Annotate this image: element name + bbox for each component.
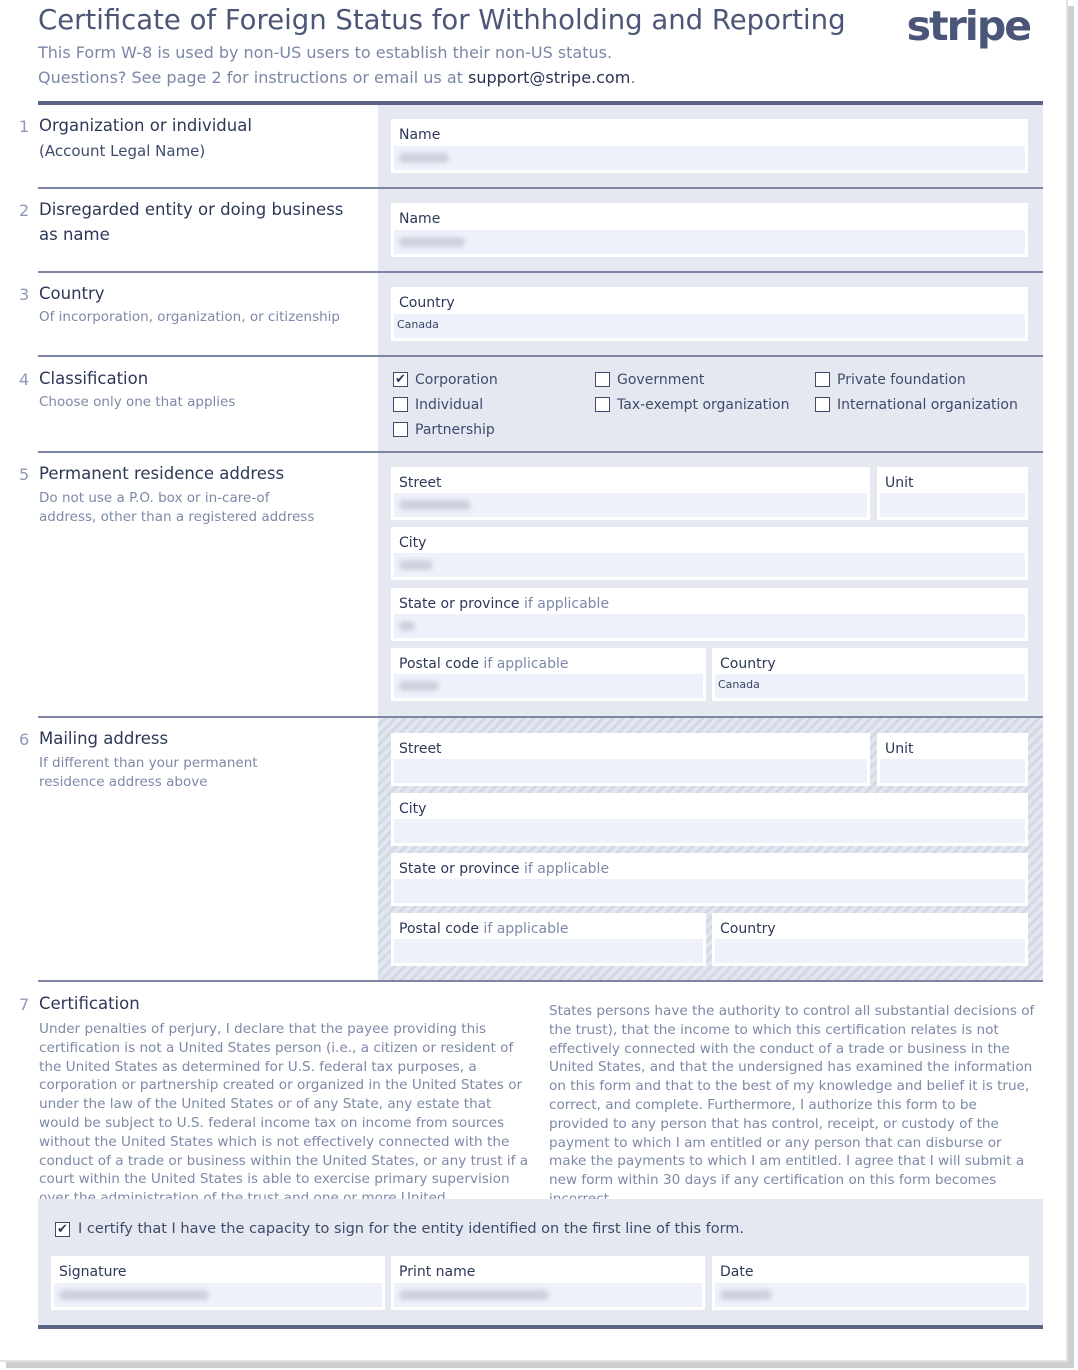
residence-city-input[interactable] [394, 553, 1025, 577]
redacted-value [720, 1290, 772, 1300]
mailing-unit-input[interactable] [880, 759, 1025, 783]
residence-country-field[interactable] [712, 648, 1028, 701]
stripe-logo: stripe [906, 2, 1030, 50]
country-input[interactable]: Canada [394, 314, 1025, 338]
partnership-checkbox[interactable] [393, 422, 408, 437]
redacted-value [399, 237, 465, 247]
mailing-city-field[interactable] [391, 793, 1028, 846]
certification-text-col1: Under penalties of perjury, I declare that the payee providing this certification is not a United States person (i.e., a citizen or resident of the United States as determined for U.S. federal tax purposes, a corporation or partnership created or organized in the United States or under the law of the United States or of any State, any estate that would be subject to U.S. federal income tax on income from sources without the United States which is not effectively connected with the conduct of a trade or business within the United States, or any trust if a court within the United States is able to exercise primary supervision [39, 1021, 529, 1188]
section-number: 4 [19, 370, 30, 389]
state-label: State or province if applicable [399, 861, 610, 877]
residence-postal-input[interactable] [394, 674, 703, 698]
country-label: Country [720, 921, 776, 937]
section-5-label: Permanent residence address [39, 464, 285, 483]
mailing-postal-input[interactable] [394, 939, 703, 963]
tax-exempt-label: Tax-exempt organization [617, 397, 790, 413]
country-label: Country [399, 295, 455, 311]
print-name-label: Print name [399, 1264, 476, 1280]
government-label: Government [617, 372, 705, 388]
mailing-street-field[interactable] [391, 733, 870, 786]
certify-capacity-label: I certify that I have the capacity to sign for the entity identified on the first line of this form. [78, 1221, 745, 1237]
section-number: 2 [19, 201, 30, 220]
redacted-value [399, 1290, 549, 1300]
signature-field[interactable] [51, 1256, 385, 1310]
state-label: State or province if applicable [399, 596, 610, 612]
redacted-value [399, 153, 449, 163]
section-1-label: Organization or individual (Account Legal Name) [39, 116, 252, 160]
mailing-state-input[interactable] [394, 879, 1025, 903]
print-name-input[interactable] [394, 1283, 702, 1307]
residence-unit-input[interactable] [880, 493, 1025, 517]
section-2-label: Disregarded entity or doing business as name [39, 200, 344, 244]
corporation-checkbox[interactable]: ✔ [393, 372, 408, 387]
individual-checkbox[interactable] [393, 397, 408, 412]
date-label: Date [720, 1264, 754, 1280]
section-1-panel [378, 105, 1043, 187]
corporation-label: Corporation [415, 372, 498, 388]
private-foundation-checkbox[interactable] [815, 372, 830, 387]
section-7-label: Certification [39, 994, 140, 1013]
footer-divider [38, 1325, 1043, 1329]
government-checkbox[interactable] [595, 372, 610, 387]
dba-name-field[interactable] [391, 203, 1028, 257]
signature-label: Signature [59, 1264, 127, 1280]
city-label: City [399, 801, 427, 817]
unit-label: Unit [885, 741, 914, 757]
redacted-value [59, 1290, 209, 1300]
questions-line [38, 68, 635, 87]
section-number: 7 [19, 995, 30, 1014]
residence-street-input[interactable] [394, 493, 867, 517]
unit-label: Unit [885, 475, 914, 491]
certify-capacity-checkbox[interactable]: ✔ [55, 1222, 70, 1237]
residence-postal-field[interactable] [391, 648, 706, 701]
section-3-label: Country [39, 284, 105, 303]
form-subtitle: This Form W-8 is used by non-US users to establish their non-US status. [38, 43, 613, 62]
residence-state-input[interactable] [394, 614, 1025, 638]
international-org-label: International organization [837, 397, 1018, 413]
redacted-value [399, 621, 415, 631]
signature-input[interactable] [54, 1283, 382, 1307]
section-1-sublabel: (Account Legal Name) [39, 142, 206, 160]
print-name-field[interactable] [391, 1256, 705, 1310]
mailing-country-field[interactable] [712, 913, 1028, 966]
mailing-country-input[interactable] [715, 939, 1025, 963]
org-name-input[interactable] [394, 146, 1025, 170]
mailing-street-input[interactable] [394, 759, 867, 783]
redacted-value [399, 681, 439, 691]
page-title: Certificate of Foreign Status for Withholding and Reporting [38, 4, 846, 36]
postal-code-label: Postal code if applicable [399, 656, 569, 672]
dba-name-input[interactable] [394, 230, 1025, 254]
dba-name-label: Name [399, 211, 441, 227]
international-org-checkbox[interactable] [815, 397, 830, 412]
residence-state-field[interactable] [391, 588, 1028, 641]
questions-suffix: . [630, 68, 636, 87]
mailing-state-field[interactable] [391, 853, 1028, 906]
section-number: 6 [19, 730, 30, 749]
mailing-unit-field[interactable] [877, 733, 1028, 786]
section-6-panel [378, 718, 1043, 980]
individual-label: Individual [415, 397, 484, 413]
section-4-description: Choose only one that applies [39, 394, 236, 410]
section-number: 5 [19, 465, 30, 484]
country-label: Country [720, 656, 776, 672]
section-number: 3 [19, 285, 30, 304]
signature-panel [38, 1199, 1043, 1325]
mailing-city-input[interactable] [394, 819, 1025, 843]
org-name-field[interactable] [391, 119, 1028, 173]
redacted-value [399, 500, 471, 510]
street-label: Street [399, 741, 442, 757]
date-input[interactable] [715, 1283, 1026, 1307]
questions-prefix: Questions? See page 2 for instructions or email us at [38, 68, 468, 87]
private-foundation-label: Private foundation [837, 372, 966, 388]
date-field[interactable] [712, 1256, 1029, 1310]
section-3-description: Of incorporation, organization, or citizenship [39, 309, 341, 325]
section-number: 1 [19, 117, 30, 136]
section-2-panel [378, 189, 1043, 271]
postal-code-label: Postal code if applicable [399, 921, 569, 937]
residence-city-field[interactable] [391, 527, 1028, 580]
mailing-postal-field[interactable] [391, 913, 706, 966]
section-6-description: If different than your permanent residence address above [39, 755, 258, 790]
section-divider [38, 980, 1043, 982]
country-field[interactable] [391, 287, 1028, 341]
residence-country-input[interactable]: Canada [715, 674, 1025, 698]
section-5-panel [378, 453, 1043, 716]
street-label: Street [399, 475, 442, 491]
residence-street-field[interactable] [391, 467, 870, 520]
partnership-label: Partnership [415, 422, 495, 438]
section-5-description: Do not use a P.O. box or in-care-of address, other than a registered address [39, 490, 315, 525]
section-6-label: Mailing address [39, 729, 169, 748]
redacted-value [399, 560, 433, 570]
tax-exempt-checkbox[interactable] [595, 397, 610, 412]
section-3-panel [378, 273, 1043, 355]
section-4-label: Classification [39, 369, 149, 388]
city-label: City [399, 535, 427, 551]
certification-text-col2: States persons have the authority to control all substantial decisions of the trust), that the income to which this certification relates is not effectively connected with the conduct of a trade or business in the United States, and that the undersigned has examined the information on this form and that to the best of my knowledge and belief it is true, correct, and complete. Furthermore, I authorize this form to be provided to any person that has control, receipt, or custody of the payment to which I am entitled or any person that can disburse or make the payments to which I am entitled. I agree that I will submit a new form within 30 days if any certification on this form becomes [549, 1003, 1035, 1189]
residence-unit-field[interactable] [877, 467, 1028, 520]
support-email-link[interactable]: support@stripe.com [467, 68, 631, 87]
org-name-label: Name [399, 127, 441, 143]
